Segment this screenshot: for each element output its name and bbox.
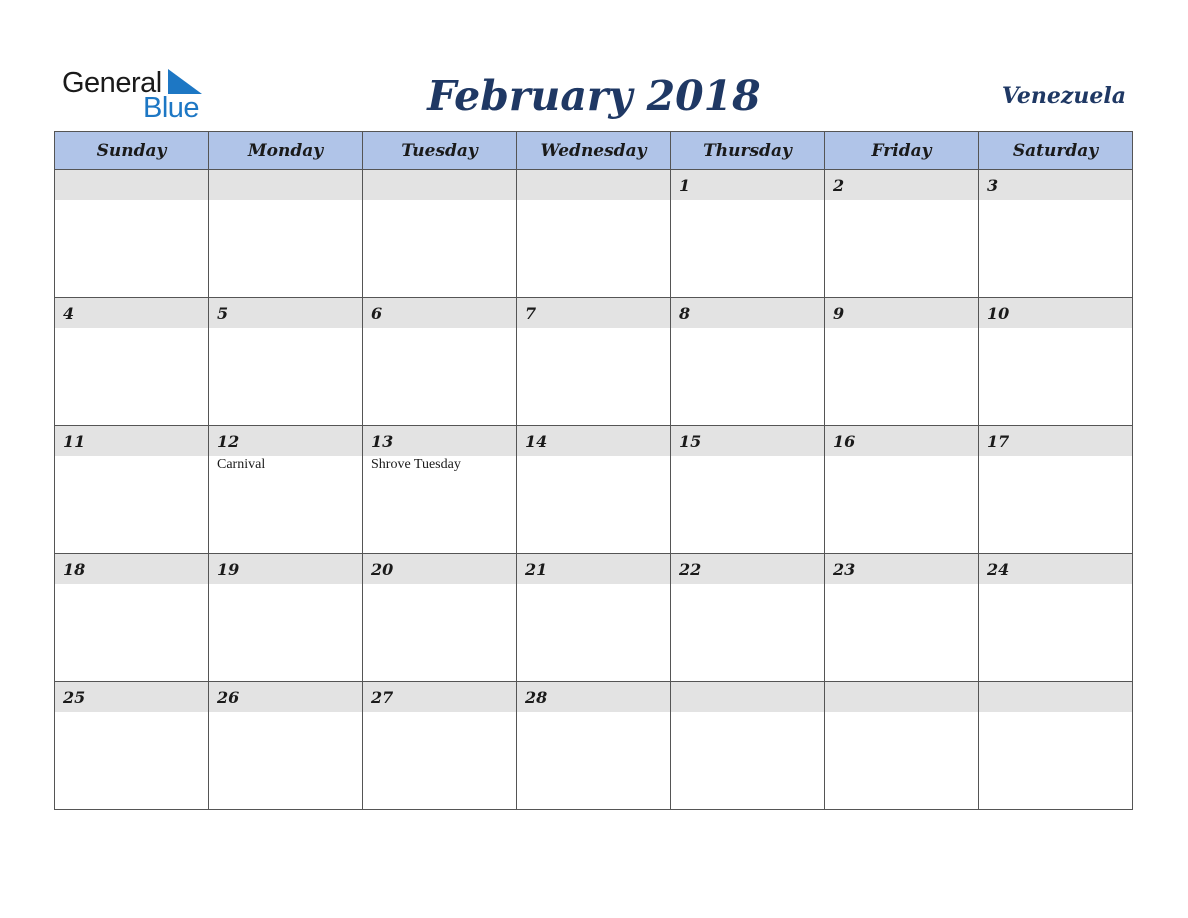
day-cell xyxy=(979,426,1133,554)
day-number-band xyxy=(979,554,1132,584)
weekday-header: Tuesday xyxy=(363,132,517,170)
day-cell xyxy=(363,426,517,554)
day-number-band xyxy=(209,298,362,328)
day-cell xyxy=(363,298,517,426)
day-cell xyxy=(363,170,517,298)
holiday-label: Shrove Tuesday xyxy=(371,457,461,472)
day-number-band xyxy=(671,426,824,456)
day-number: 15 xyxy=(679,432,702,451)
day-cell xyxy=(671,554,825,682)
day-number-band xyxy=(55,554,208,584)
day-number-band xyxy=(671,554,824,584)
day-cell xyxy=(979,170,1133,298)
day-number-band xyxy=(363,426,516,456)
day-number: 1 xyxy=(679,176,691,195)
day-number-band xyxy=(55,170,208,200)
day-cell xyxy=(55,170,209,298)
day-number-band xyxy=(979,682,1132,712)
day-number-band xyxy=(825,298,978,328)
day-cell xyxy=(517,554,671,682)
day-number: 25 xyxy=(63,688,86,707)
day-number: 10 xyxy=(987,304,1010,323)
week-row xyxy=(55,170,1133,298)
day-cell xyxy=(671,426,825,554)
day-cell xyxy=(209,298,363,426)
day-number-band xyxy=(55,426,208,456)
day-cell xyxy=(55,554,209,682)
day-number-band xyxy=(363,682,516,712)
day-number-band xyxy=(825,170,978,200)
weekday-header: Wednesday xyxy=(517,132,671,170)
weekday-header-row xyxy=(55,132,1133,170)
day-cell xyxy=(825,682,979,810)
day-number-band xyxy=(55,682,208,712)
day-number: 4 xyxy=(63,304,75,323)
day-number: 24 xyxy=(987,560,1010,579)
day-number-band xyxy=(363,554,516,584)
day-cell xyxy=(55,426,209,554)
day-cell xyxy=(209,682,363,810)
day-number: 11 xyxy=(63,432,86,451)
weekday-header: Monday xyxy=(209,132,363,170)
weekday-header: Friday xyxy=(825,132,979,170)
day-number: 28 xyxy=(525,688,548,707)
day-number: 13 xyxy=(371,432,394,451)
day-cell xyxy=(55,298,209,426)
day-number-band xyxy=(979,298,1132,328)
day-number: 22 xyxy=(679,560,702,579)
day-number-band xyxy=(209,554,362,584)
day-number: 16 xyxy=(833,432,856,451)
day-number: 19 xyxy=(217,560,240,579)
day-number-band xyxy=(55,298,208,328)
week-row xyxy=(55,554,1133,682)
week-row xyxy=(55,426,1133,554)
day-cell xyxy=(825,426,979,554)
day-cell xyxy=(517,298,671,426)
day-number-band xyxy=(671,682,824,712)
day-number-band xyxy=(979,170,1132,200)
day-number-band xyxy=(825,426,978,456)
day-number: 7 xyxy=(525,304,537,323)
day-number-band xyxy=(209,426,362,456)
day-number-band xyxy=(517,682,670,712)
day-cell xyxy=(671,170,825,298)
day-cell xyxy=(979,554,1133,682)
day-cell xyxy=(55,682,209,810)
weekday-header: Saturday xyxy=(979,132,1133,170)
day-cell xyxy=(517,170,671,298)
country-label: Venezuela xyxy=(1001,83,1126,109)
day-number: 23 xyxy=(833,560,856,579)
logo-blue-text: Blue xyxy=(143,92,200,124)
day-number-band xyxy=(517,298,670,328)
day-number: 18 xyxy=(63,560,86,579)
day-number-band xyxy=(363,170,516,200)
day-number: 20 xyxy=(371,560,394,579)
day-cell xyxy=(825,298,979,426)
day-cell xyxy=(363,682,517,810)
day-number: 2 xyxy=(833,176,845,195)
day-cell xyxy=(825,170,979,298)
day-number: 9 xyxy=(833,304,845,323)
day-number-band xyxy=(209,170,362,200)
day-number: 27 xyxy=(371,688,394,707)
week-row xyxy=(55,298,1133,426)
week-row xyxy=(55,682,1133,810)
day-number-band xyxy=(671,170,824,200)
holiday-label: Carnival xyxy=(217,457,266,472)
day-number-band xyxy=(825,682,978,712)
day-number: 14 xyxy=(525,432,548,451)
day-number: 8 xyxy=(679,304,691,323)
day-number-band xyxy=(517,554,670,584)
day-number: 3 xyxy=(987,176,999,195)
calendar-body xyxy=(55,170,1133,810)
calendar-grid xyxy=(54,131,1133,810)
day-cell xyxy=(979,298,1133,426)
day-cell xyxy=(209,426,363,554)
day-number-band xyxy=(517,170,670,200)
day-number: 17 xyxy=(987,432,1010,451)
day-cell xyxy=(363,554,517,682)
day-cell xyxy=(671,682,825,810)
day-number: 12 xyxy=(217,432,240,451)
day-cell xyxy=(979,682,1133,810)
day-number: 26 xyxy=(217,688,240,707)
day-number-band xyxy=(363,298,516,328)
day-cell xyxy=(825,554,979,682)
day-number-band xyxy=(979,426,1132,456)
day-cell xyxy=(671,298,825,426)
day-number-band xyxy=(517,426,670,456)
day-number-band xyxy=(671,298,824,328)
page-title: February 2018 xyxy=(427,72,761,120)
weekday-header: Thursday xyxy=(671,132,825,170)
day-number-band xyxy=(209,682,362,712)
day-number: 5 xyxy=(217,304,229,323)
day-cell xyxy=(209,554,363,682)
day-cell xyxy=(517,682,671,810)
day-number-band xyxy=(825,554,978,584)
logo-general-text: General xyxy=(62,67,162,99)
day-number: 21 xyxy=(525,560,548,579)
day-cell xyxy=(517,426,671,554)
day-cell xyxy=(209,170,363,298)
weekday-header: Sunday xyxy=(55,132,209,170)
day-number: 6 xyxy=(371,304,383,323)
